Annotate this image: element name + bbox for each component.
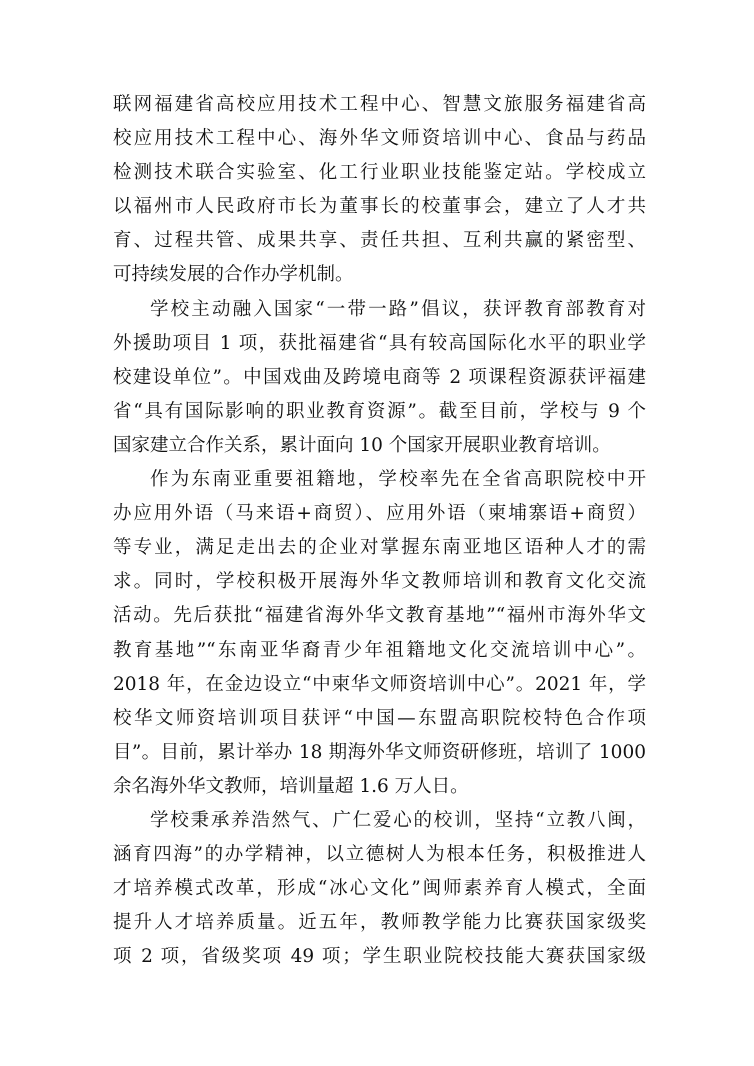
paragraph-first-line: 学校主动融入国家“一带一路”倡议，获评教育部教育对 <box>150 298 646 320</box>
text-line: 校华文师资培训项目获评“中国—东盟高职院校特色合作项 <box>113 707 646 729</box>
text-line: 育、过程共管、成果共享、责任共担、互利共赢的紧密型、 <box>113 230 646 252</box>
text-line: 等专业，满足走出去的企业对掌握东南亚地区语种人才的需 <box>113 537 646 559</box>
text-line: 余名海外华文教师，培训量超 1.6 万人日。 <box>113 775 469 797</box>
text-line: 项 2 项，省级奖项 49 项；学生职业院校技能大赛获国家级 <box>113 946 646 968</box>
text-line: 才培养模式改革，形成“冰心文化”闽师素养育人模式，全面 <box>113 878 646 900</box>
text-line: 教育基地”“东南亚华裔青少年祖籍地文化交流培训中心”。 <box>113 639 646 661</box>
text-line: 国家建立合作关系，累计面向 10 个国家开展职业教育培训。 <box>113 434 611 456</box>
text-line: 检测技术联合实验室、化工行业职业技能鉴定站。学校成立 <box>113 162 646 184</box>
text-line: 校应用技术工程中心、海外华文师资培训中心、食品与药品 <box>113 128 646 150</box>
text-line: 目”。目前，累计举办 18 期海外华文师资研修班，培训了 1000 <box>113 741 646 763</box>
text-line: 外援助项目 1 项，获批福建省“具有较高国际化水平的职业学 <box>113 332 646 354</box>
text-line: 求。同时，学校积极开展海外华文教师培训和教育文化交流 <box>113 571 646 593</box>
body-text <box>113 88 646 974</box>
text-line: 办应用外语（马来语+商贸）、应用外语（柬埔寨语+商贸） <box>113 503 646 525</box>
text-line: 省“具有国际影响的职业教育资源”。截至目前，学校与 9 个 <box>113 400 646 422</box>
text-line: 提升人才培养质量。近五年，教师教学能力比赛获国家级奖 <box>113 912 646 934</box>
text-line: 活动。先后获批“福建省海外华文教育基地”“福州市海外华文 <box>113 605 646 627</box>
text-line: 联网福建省高校应用技术工程中心、智慧文旅服务福建省高 <box>113 94 646 115</box>
text-line: 以福州市人民政府市长为董事长的校董事会，建立了人才共 <box>113 196 646 218</box>
text-line: 涵育四海”的办学精神，以立德树人为根本任务，积极推进人 <box>113 844 646 866</box>
text-line: 校建设单位”。中国戏曲及跨境电商等 2 项课程资源获评福建 <box>113 366 646 388</box>
text-line: 可持续发展的合作办学机制。 <box>113 264 354 286</box>
paragraph-first-line: 作为东南亚重要祖籍地，学校率先在全省高职院校中开 <box>150 469 646 491</box>
paragraph-first-line: 学校秉承养浩然气、广仁爱心的校训，坚持“立教八闽， <box>150 809 646 831</box>
text-line: 2018 年，在金边设立“中柬华文师资培训中心”。2021 年，学 <box>113 673 646 695</box>
